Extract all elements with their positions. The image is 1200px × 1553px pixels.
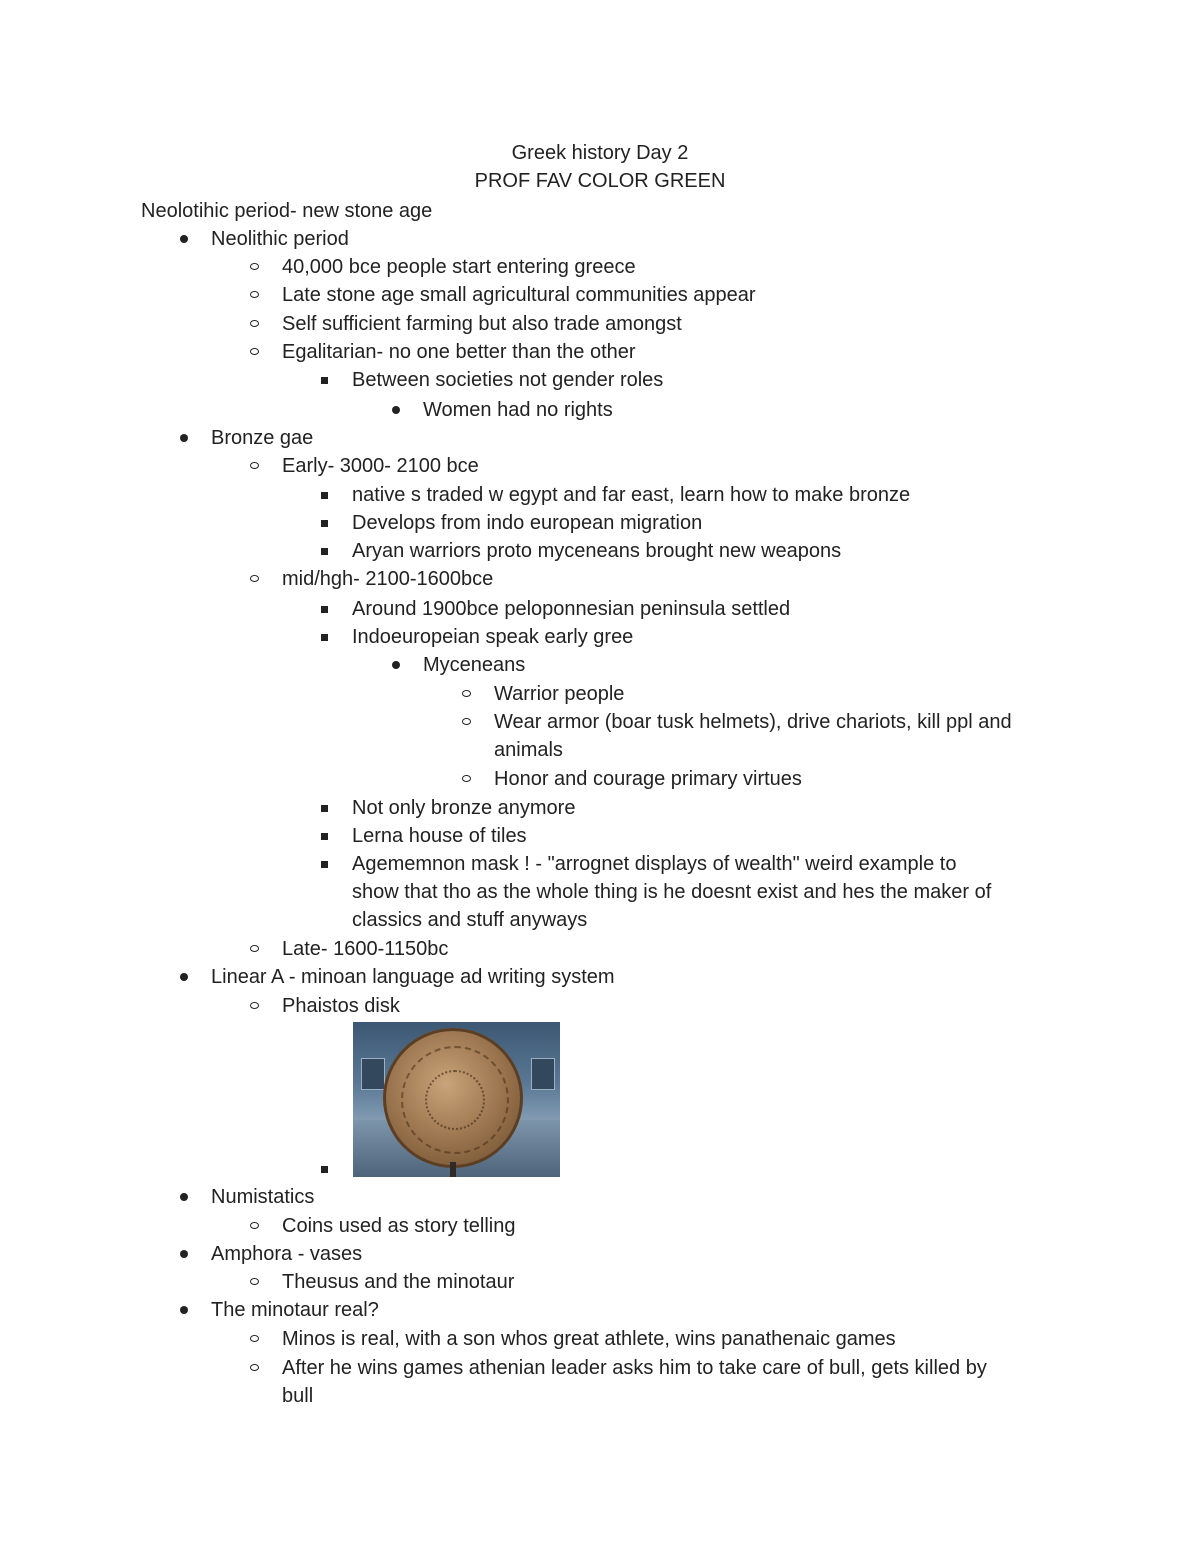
list-item: animals [494, 739, 563, 761]
circle-bullet-icon [248, 253, 262, 281]
list-item: Phaistos disk [282, 995, 400, 1017]
disc-bullet-icon [177, 1183, 191, 1211]
phaistos-disk-image [353, 1022, 560, 1177]
list-item: Not only bronze anymore [352, 797, 576, 819]
list-item: Late stone age small agricultural communities appear [282, 284, 756, 306]
page-title: Greek history Day 2 [511, 142, 689, 164]
list-item: mid/hgh- 2100-1600bce [282, 568, 494, 590]
circle-bullet-icon [248, 1268, 262, 1296]
circle-bullet-icon [248, 992, 262, 1020]
list-item: classics and stuff anyways [352, 909, 588, 931]
list-item: Early- 3000- 2100 bce [282, 455, 479, 477]
list-item: 40,000 bce people start entering greece [282, 256, 636, 278]
circle-bullet-icon [460, 765, 474, 793]
list-item: Theusus and the minotaur [282, 1271, 515, 1293]
circle-bullet-icon [248, 452, 262, 480]
circle-bullet-icon [248, 565, 262, 593]
circle-bullet-icon [248, 1212, 262, 1240]
circle-bullet-icon [248, 338, 262, 366]
list-item: Numistatics [211, 1186, 315, 1208]
square-bullet-icon [318, 537, 332, 565]
square-bullet-icon [318, 822, 332, 850]
square-bullet-icon [318, 1155, 332, 1183]
list-item: Agememnon mask ! - "arrognet displays of wealth" weird example to [352, 853, 957, 875]
list-item: Wear armor (boar tusk helmets), drive chariots, kill ppl and [494, 711, 1012, 733]
disc-bullet-icon [177, 963, 191, 991]
list-item: Indoeuropeian speak early gree [352, 626, 634, 648]
square-bullet-icon [318, 794, 332, 822]
list-item: Amphora - vases [211, 1243, 363, 1265]
list-item: Egalitarian- no one better than the other [282, 341, 636, 363]
circle-bullet-icon [248, 310, 262, 338]
list-item: Self sufficient farming but also trade amongst [282, 313, 682, 335]
circle-bullet-icon [460, 680, 474, 708]
list-item: Around 1900bce peloponnesian peninsula settled [352, 598, 791, 620]
disc-bullet-icon [389, 651, 403, 679]
list-item: Myceneans [423, 654, 526, 676]
list-item: Linear A - minoan language ad writing system [211, 966, 615, 988]
square-bullet-icon [318, 481, 332, 509]
list-item: Warrior people [494, 683, 625, 705]
circle-bullet-icon [248, 1325, 262, 1353]
list-item: Aryan warriors proto myceneans brought new weapons [352, 540, 842, 562]
list-item: bull [282, 1385, 314, 1407]
list-item: Honor and courage primary virtues [494, 768, 802, 790]
list-item: Women had no rights [423, 399, 613, 421]
circle-bullet-icon [248, 281, 262, 309]
list-item: Develops from indo european migration [352, 512, 703, 534]
list-item: After he wins games athenian leader asks him to take care of bull, gets killed by [282, 1357, 987, 1379]
list-item: show that tho as the whole thing is he doesnt exist and hes the maker of [352, 881, 992, 903]
list-item: Minos is real, with a son whos great athlete, wins panathenaic games [282, 1328, 896, 1350]
page-subtitle: PROF FAV COLOR GREEN [474, 170, 726, 192]
list-item: Lerna house of tiles [352, 825, 527, 847]
list-item: The minotaur real? [211, 1299, 379, 1321]
square-bullet-icon [318, 509, 332, 537]
square-bullet-icon [318, 623, 332, 651]
list-item: Between societies not gender roles [352, 369, 664, 391]
circle-bullet-icon [248, 935, 262, 963]
section-heading: Neolotihic period- new stone age [141, 200, 433, 222]
list-item: Late- 1600-1150bc [282, 938, 449, 960]
list-item: Neolithic period [211, 228, 349, 250]
disc-bullet-icon [177, 424, 191, 452]
list-item: Bronze gae [211, 427, 314, 449]
square-bullet-icon [318, 366, 332, 394]
circle-bullet-icon [460, 708, 474, 736]
disc-bullet-icon [389, 396, 403, 424]
circle-bullet-icon [248, 1354, 262, 1382]
list-item: native s traded w egypt and far east, learn how to make bronze [352, 484, 911, 506]
square-bullet-icon [318, 595, 332, 623]
list-item: Coins used as story telling [282, 1215, 516, 1237]
disc-bullet-icon [177, 1296, 191, 1324]
square-bullet-icon [318, 850, 332, 878]
disc-bullet-icon [177, 225, 191, 253]
disc-bullet-icon [177, 1240, 191, 1268]
